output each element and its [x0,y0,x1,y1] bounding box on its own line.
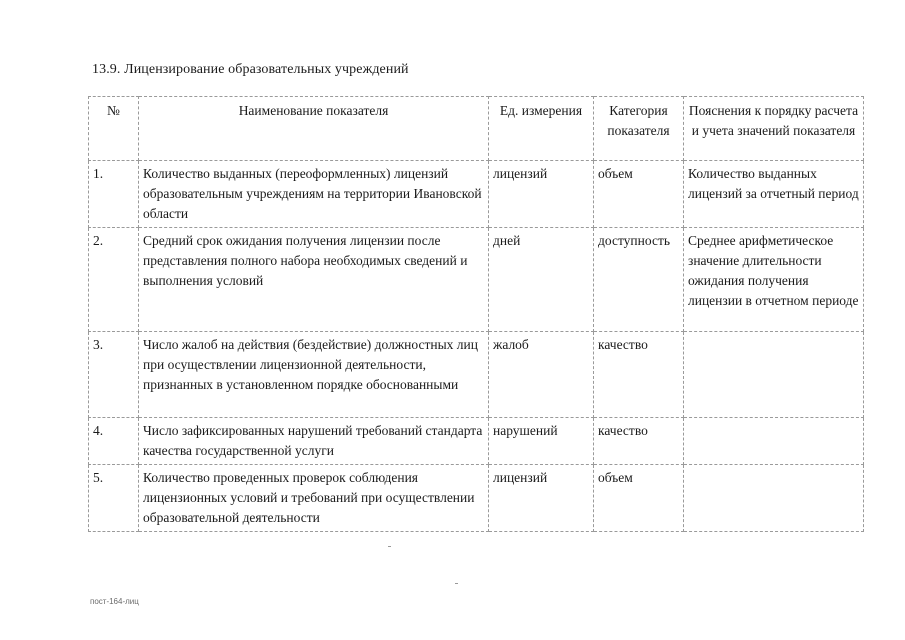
table-row [89,418,864,465]
row-category: доступность [594,228,684,332]
table-header-row [89,97,864,161]
section-title: 13.9. Лицензирование образовательных учреждений [92,62,409,77]
row-unit: дней [489,228,594,332]
header-explanation: Пояснения к порядку расчета и учета значений показателя [684,97,864,161]
row-category: объем [594,465,684,532]
row-category: качество [594,332,684,418]
row-explanation [684,418,864,465]
footer-mark: пост-164-лиц [90,597,139,606]
header-num: № [89,97,139,161]
header-name: Наименование показателя [139,97,489,161]
row-num: 5. [89,465,139,532]
row-name: Средний срок ожидания получения лицензии после представления полного набора необходимых сведений и выполнения условий [139,228,489,332]
row-unit: жалоб [489,332,594,418]
scan-speck [388,546,391,547]
row-name: Число жалоб на действия (бездействие) должностных лиц при осуществлении лицензионной деятельности, признанных в установленном порядке обоснованными [139,332,489,418]
row-name: Число зафиксированных нарушений требований стандарта качества государственной услуги [139,418,489,465]
row-num: 1. [89,161,139,228]
row-num: 3. [89,332,139,418]
row-num: 4. [89,418,139,465]
table-row [89,332,864,418]
row-explanation: Количество выданных лицензий за отчетный период [684,161,864,228]
table-row [89,161,864,228]
scan-speck [455,583,458,584]
row-category: качество [594,418,684,465]
table-row [89,228,864,332]
row-num: 2. [89,228,139,332]
row-unit: нарушений [489,418,594,465]
row-explanation [684,332,864,418]
row-unit: лицензий [489,161,594,228]
row-unit: лицензий [489,465,594,532]
row-name: Количество проведенных проверок соблюдения лицензионных условий и требований при осуществлении образовательной деятельности [139,465,489,532]
row-explanation: Среднее арифметическое значение длительности ожидания получения лицензии в отчетном периоде [684,228,864,332]
row-category: объем [594,161,684,228]
table-row [89,465,864,532]
header-category: Категория показателя [594,97,684,161]
row-name: Количество выданных (переоформленных) лицензий образовательным учреждениям на территории Ивановской области [139,161,489,228]
header-unit: Ед. измерения [489,97,594,161]
indicators-table [88,96,864,532]
row-explanation [684,465,864,532]
